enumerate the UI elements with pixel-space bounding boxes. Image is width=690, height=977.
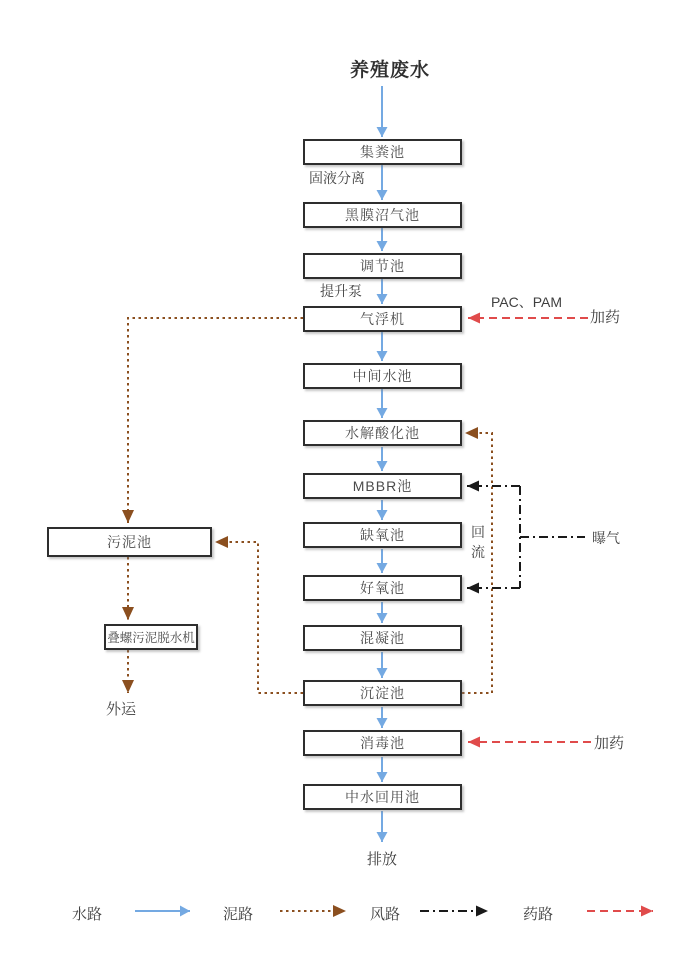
node-manure-collection-tank: 集粪池 [303,139,462,165]
label-external-transport: 外运 [106,701,137,718]
label-dosing-bottom: 加药 [594,735,625,752]
node-hydrolysis-acidification-tank: 水解酸化池 [303,420,462,446]
node-coagulation-tank: 混凝池 [303,625,462,651]
node-aerobic-tank: 好氧池 [303,575,462,601]
node-anoxic-tank: 缺氧池 [303,522,462,548]
label-discharge: 排放 [366,851,397,868]
label-reflux: 回流 [471,524,485,560]
node-screw-sludge-dewatering-machine: 叠螺污泥脱水机 [104,624,198,650]
node-intermediate-tank: 中间水池 [303,363,462,389]
legend-label-chemical: 药路 [523,906,554,923]
node-reclaimed-water-tank: 中水回用池 [303,784,462,810]
legend-label-water: 水路 [72,906,103,923]
label-solid-liquid-separation: 固液分离 [309,170,365,186]
label-lift-pump: 提升泵 [320,283,362,299]
diagram-title: 养殖废水 [349,60,430,81]
label-aeration: 曝气 [592,530,620,546]
label-dosing-top: 加药 [590,309,621,326]
legend-label-sludge: 泥路 [223,906,254,923]
node-air-flotation-machine: 气浮机 [303,306,462,332]
label-pac-pam: PAC、PAM [491,294,563,310]
node-sedimentation-tank: 沉淀池 [303,680,462,706]
node-mbbr-tank: MBBR池 [303,473,462,499]
legend-label-air: 风路 [370,906,401,923]
node-sludge-tank: 污泥池 [47,527,212,557]
node-regulating-tank: 调节池 [303,253,462,279]
node-black-membrane-biogas-tank: 黑膜沼气池 [303,202,462,228]
node-disinfection-tank: 消毒池 [303,730,462,756]
